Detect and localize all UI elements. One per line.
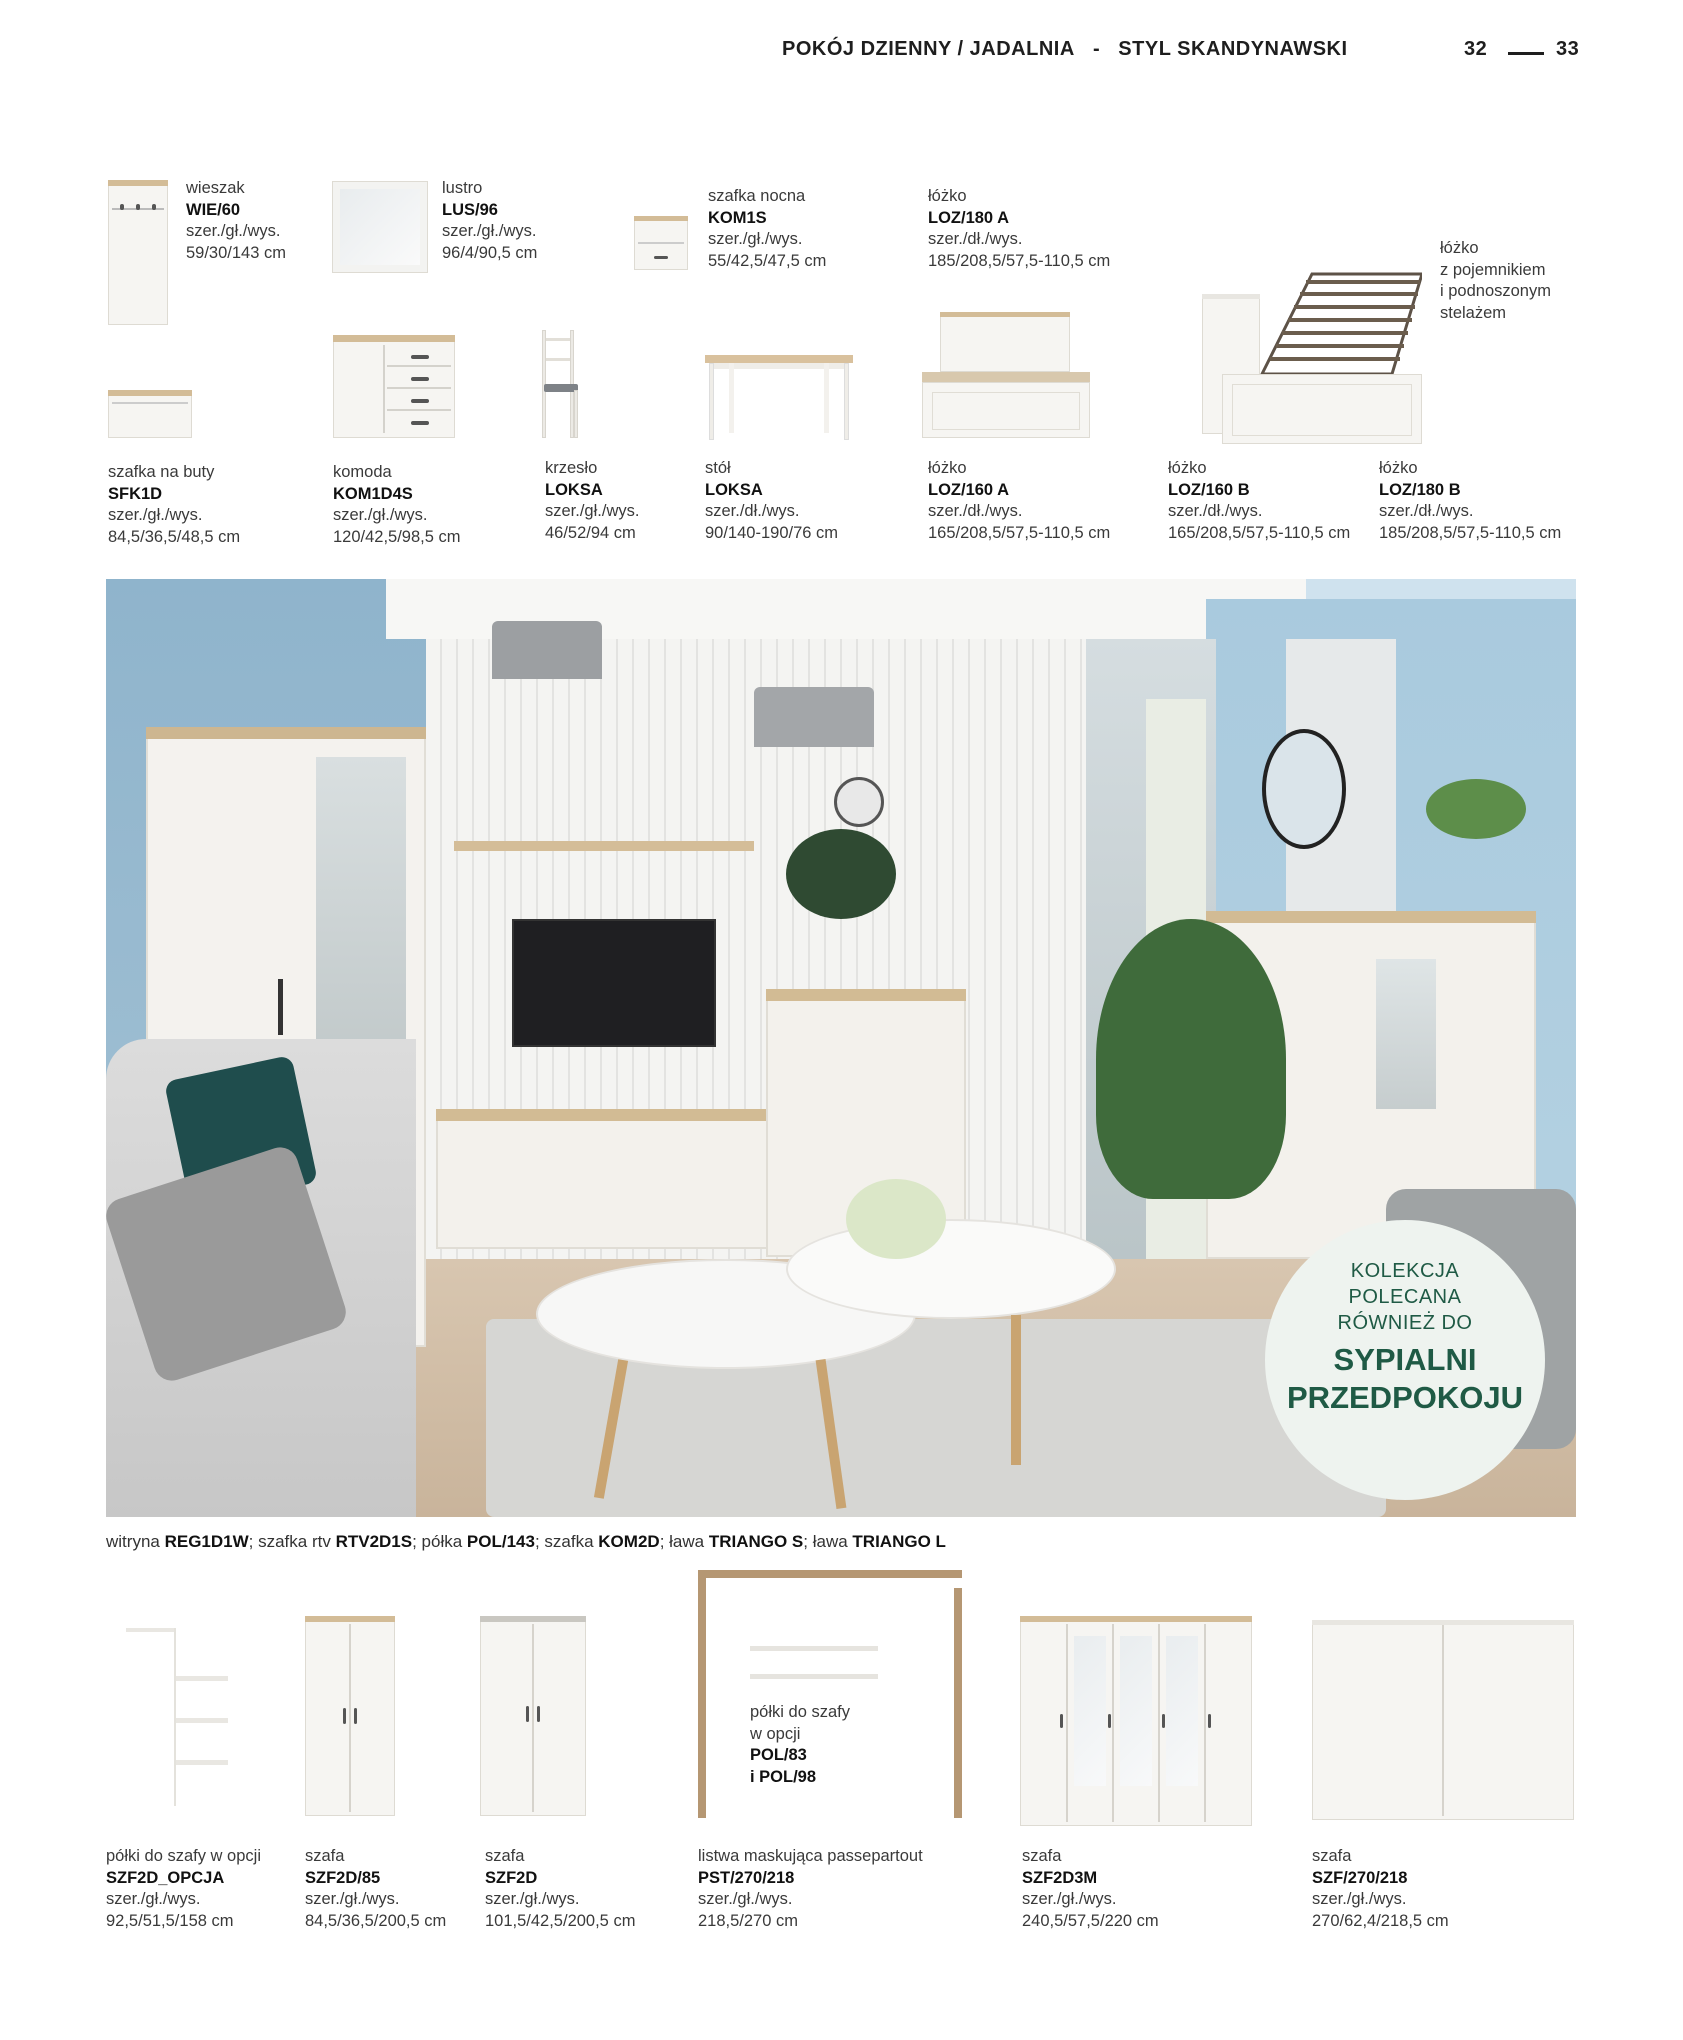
product-label-kom1s: szafka nocna KOM1S szer./gł./wys. 55/42,5/47,5 cm	[708, 187, 827, 270]
product-label-wie60: wieszak WIE/60 szer./gł./wys. 59/30/143 cm	[186, 179, 286, 262]
wardrobe-szf2d-image	[480, 1616, 586, 1816]
shoe-cabinet-image	[108, 390, 192, 438]
product-label-loz180b: łóżko LOZ/180 B szer./dł./wys. 185/208,5/57,5-110,5 cm	[1379, 459, 1562, 542]
wardrobe-shelves-option-image	[126, 1628, 232, 1808]
mirror-image	[332, 181, 428, 273]
bed-loz160a-image	[922, 312, 1090, 438]
product-label-chair-loksa: krzesło LOKSA szer./gł./wys. 46/52/94 cm	[545, 459, 640, 542]
page-number-divider	[1508, 52, 1544, 55]
photo-caption: witryna REG1D1W; szafka rtv RTV2D1S; półka POL/143; szafka KOM2D; ława TRIANGO S; ława TRIANGO L	[106, 1532, 946, 1551]
bed-lift-image	[1202, 264, 1422, 444]
product-label-kom1d4s: komoda KOM1D4S szer./gł./wys. 120/42,5/98,5 cm	[333, 463, 461, 546]
product-label-loz160b: łóżko LOZ/160 B szer./dł./wys. 165/208,5/57,5-110,5 cm	[1168, 459, 1351, 542]
collection-badge: KOLEKCJA POLECANA RÓWNIEŻ DO SYPIALNI PRZEDPOKOJU	[1265, 1220, 1545, 1500]
shelves-note-label: półki do szafy w opcji POL/83 i POL/98	[750, 1703, 850, 1786]
product-label-bed-lift: łóżko z pojemnikiem i podnoszonym stelażem	[1440, 239, 1551, 322]
nightstand-image	[634, 216, 688, 270]
chair-image	[540, 330, 580, 438]
product-label-szf2d: szafa SZF2D szer./gł./wys. 101,5/42,5/200,5 cm	[485, 1847, 636, 1930]
product-label-szf2d3m: szafa SZF2D3M szer./gł./wys. 240,5/57,5/220 cm	[1022, 1847, 1159, 1930]
page-number-left: 32	[1464, 38, 1488, 60]
product-label-szf2d-opcja: półki do szafy w opcji SZF2D_OPCJA szer./gł./wys. 92,5/51,5/158 cm	[106, 1847, 261, 1930]
wardrobe-szf270218-image	[1312, 1620, 1574, 1820]
dresser-image	[333, 335, 455, 438]
product-label-lus96: lustro LUS/96 szer./gł./wys. 96/4/90,5 cm	[442, 179, 538, 262]
wardrobe-szf2d85-image	[305, 1616, 395, 1816]
coat-rack-image	[108, 180, 168, 325]
wardrobe-szf2d3m-image	[1020, 1616, 1252, 1826]
section-title: POKÓJ DZIENNY / JADALNIA - STYL SKANDYNAWSKI	[782, 38, 1348, 60]
product-label-table-loksa: stół LOKSA szer./dł./wys. 90/140-190/76 cm	[705, 459, 839, 542]
table-image	[705, 355, 853, 440]
product-label-szf2d85: szafa SZF2D/85 szer./gł./wys. 84,5/36,5/200,5 cm	[305, 1847, 447, 1930]
product-label-pst270218: listwa maskująca passepartout PST/270/218 szer./gł./wys. 218,5/270 cm	[698, 1847, 923, 1930]
page-number-right: 33	[1556, 38, 1580, 60]
product-label-loz160a: łóżko LOZ/160 A szer./dł./wys. 165/208,5/57,5-110,5 cm	[928, 459, 1111, 542]
product-label-szf270218: szafa SZF/270/218 szer./gł./wys. 270/62,4/218,5 cm	[1312, 1847, 1449, 1930]
product-label-loz180a: łóżko LOZ/180 A szer./dł./wys. 185/208,5/57,5-110,5 cm	[928, 187, 1111, 270]
product-label-sfk1d: szafka na buty SFK1D szer./gł./wys. 84,5/36,5/48,5 cm	[108, 463, 241, 546]
